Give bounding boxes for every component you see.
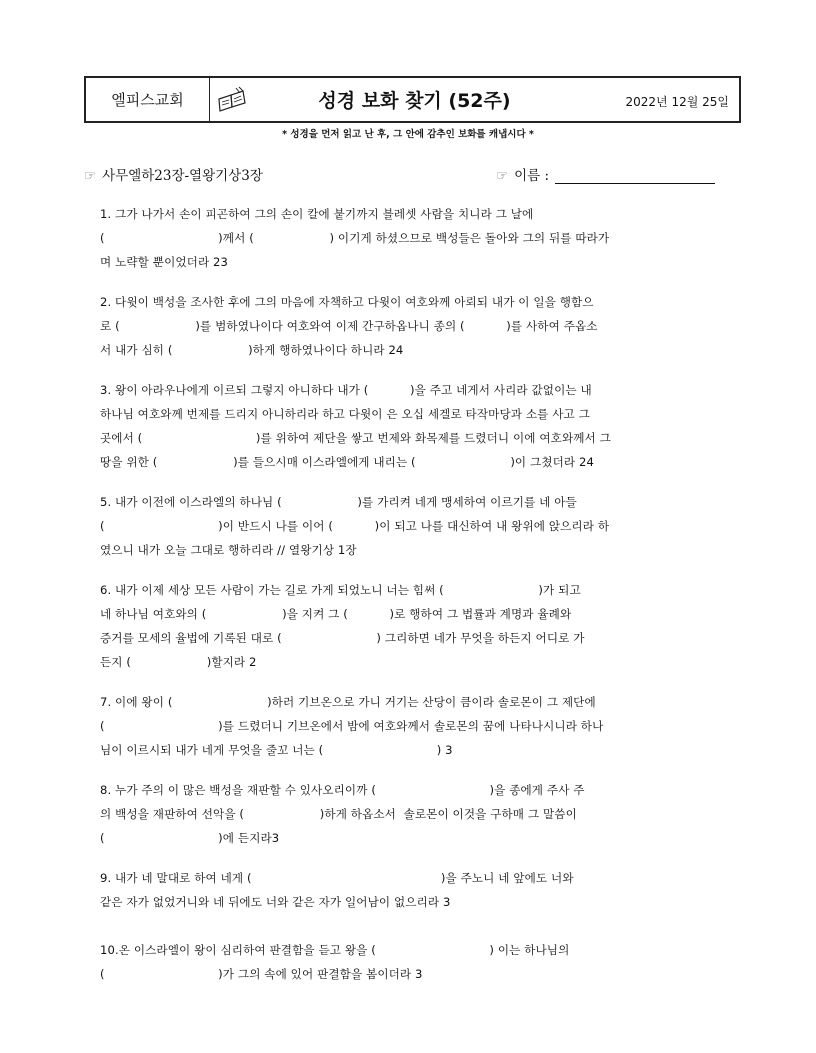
question-2 <box>100 290 726 362</box>
question-line: 땅을 위한 ( )를 들으시매 이스라엘에게 내리는 ( )이 그쳤더라 24 <box>100 455 594 469</box>
pointing-hand-icon: ☞ <box>84 168 97 184</box>
question-line: 3. 왕이 아라우나에게 이르되 그렇지 아니하다 내가 ( )을 주고 네게서 사리라 값없이는 내 <box>100 383 592 397</box>
question-line: 5. 내가 이전에 이스라엘의 하나님 ( )를 가리켜 네게 맹세하여 이르기를 네 아들 <box>100 495 577 509</box>
question-line: 같은 자가 없었거니와 네 뒤에도 너와 같은 자가 일어남이 없으리라 3 <box>100 895 451 909</box>
question-9 <box>100 938 726 986</box>
pointing-hand-icon: ☞ <box>496 168 509 184</box>
question-line: 2. 다윗이 백성을 조사한 후에 그의 마음에 자책하고 다윗이 여호와께 아뢰되 내가 이 일을 행함으 <box>100 295 594 309</box>
reference-row <box>84 164 741 186</box>
name-blank-line[interactable] <box>555 169 715 184</box>
question-line: 하나님 여호와께 번제를 드리지 아니하리라 하고 다윗이 은 오십 세겔로 타작마당과 소를 사고 그 <box>100 407 590 421</box>
question-line: 며 노략할 뿐이었더라 23 <box>100 255 229 269</box>
question-6 <box>100 690 726 762</box>
question-line: 로 ( )를 범하였나이다 여호와여 이제 간구하옵나니 종의 ( )를 사하여 주옵소 <box>100 319 598 333</box>
worksheet-date: 2022년 12월 25일 <box>625 95 729 109</box>
open-bible-icon <box>216 85 248 118</box>
question-line: 증거를 모세의 율법에 기록된 대로 ( ) 그리하면 네가 무엇을 하든지 어디로 가 <box>100 631 585 645</box>
question-line: 님이 이르시되 내가 네게 무엇을 줄꼬 너는 ( ) 3 <box>100 743 453 757</box>
church-name: 엘피스교회 <box>86 78 210 121</box>
question-7 <box>100 778 726 850</box>
question-line: 10.온 이스라엘이 왕이 심리하여 판결함을 듣고 왕을 ( ) 이는 하나님의 <box>100 943 570 957</box>
name-field[interactable] <box>496 164 715 184</box>
question-line: 의 백성을 재판하여 선악을 ( )하게 하옵소서 솔로몬이 이것을 구하매 그 말씀이 <box>100 807 577 821</box>
question-line: 9. 내가 네 말대로 하여 네게 ( )을 주노니 네 앞에도 너와 <box>100 871 574 885</box>
question-5 <box>100 578 726 674</box>
worksheet-header <box>84 76 741 123</box>
question-line: 였으니 내가 오늘 그대로 행하리라 // 열왕기상 1장 <box>100 543 357 557</box>
question-line: ( )께서 ( ) 이기게 하셨으므로 백성들은 돌아와 그의 뒤를 따라가 <box>100 231 610 245</box>
question-1 <box>100 202 726 274</box>
question-line: 7. 이에 왕이 ( )하러 기브온으로 가니 거기는 산당이 큼이라 솔로몬이 그 제단에 <box>100 695 596 709</box>
question-line: ( )이 반드시 나를 이어 ( )이 되고 나를 대신하여 내 왕위에 앉으리라 하 <box>100 519 610 533</box>
question-line: 네 하나님 여호와의 ( )을 지켜 그 ( )로 행하여 그 법률과 계명과 율례와 <box>100 607 572 621</box>
scripture-reference <box>84 164 263 184</box>
reference-text: 사무엘하23장-열왕기상3장 <box>102 168 263 184</box>
question-line: 곳에서 ( )를 위하여 제단을 쌓고 번제와 화목제를 드렸더니 이에 여호와께서 그 <box>100 431 611 445</box>
question-line: 서 내가 심히 ( )하게 행하였나이다 하니라 24 <box>100 343 404 357</box>
question-line: 6. 내가 이제 세상 모든 사람이 가는 길로 가게 되었노니 너는 힘써 ( )가 되고 <box>100 583 581 597</box>
title-cell <box>210 78 739 121</box>
question-line: ( )에 든지라3 <box>100 831 280 845</box>
instructions: * 성경을 먼저 읽고 난 후, 그 안에 감추인 보화를 캐냅시다 * <box>282 129 534 140</box>
question-line: 1. 그가 나가서 손이 피곤하여 그의 손이 칼에 붙기까지 블레셋 사람을 치니라 그 날에 <box>100 207 534 221</box>
worksheet-title: 성경 보화 찾기 (52주) <box>318 90 511 112</box>
question-4 <box>100 490 726 562</box>
name-label: 이름 : <box>514 168 550 184</box>
question-line: ( )가 그의 속에 있어 판결함을 봄이더라 3 <box>100 967 423 981</box>
question-8 <box>100 866 726 914</box>
question-3 <box>100 378 726 474</box>
question-line: ( )를 드렸더니 기브온에서 밤에 여호와께서 솔로몬의 꿈에 나타나시니라 하나 <box>100 719 604 733</box>
question-line: 든지 ( )할지라 2 <box>100 655 257 669</box>
question-line: 8. 누가 주의 이 많은 백성을 재판할 수 있사오리이까 ( )을 종에게 주사 주 <box>100 783 585 797</box>
